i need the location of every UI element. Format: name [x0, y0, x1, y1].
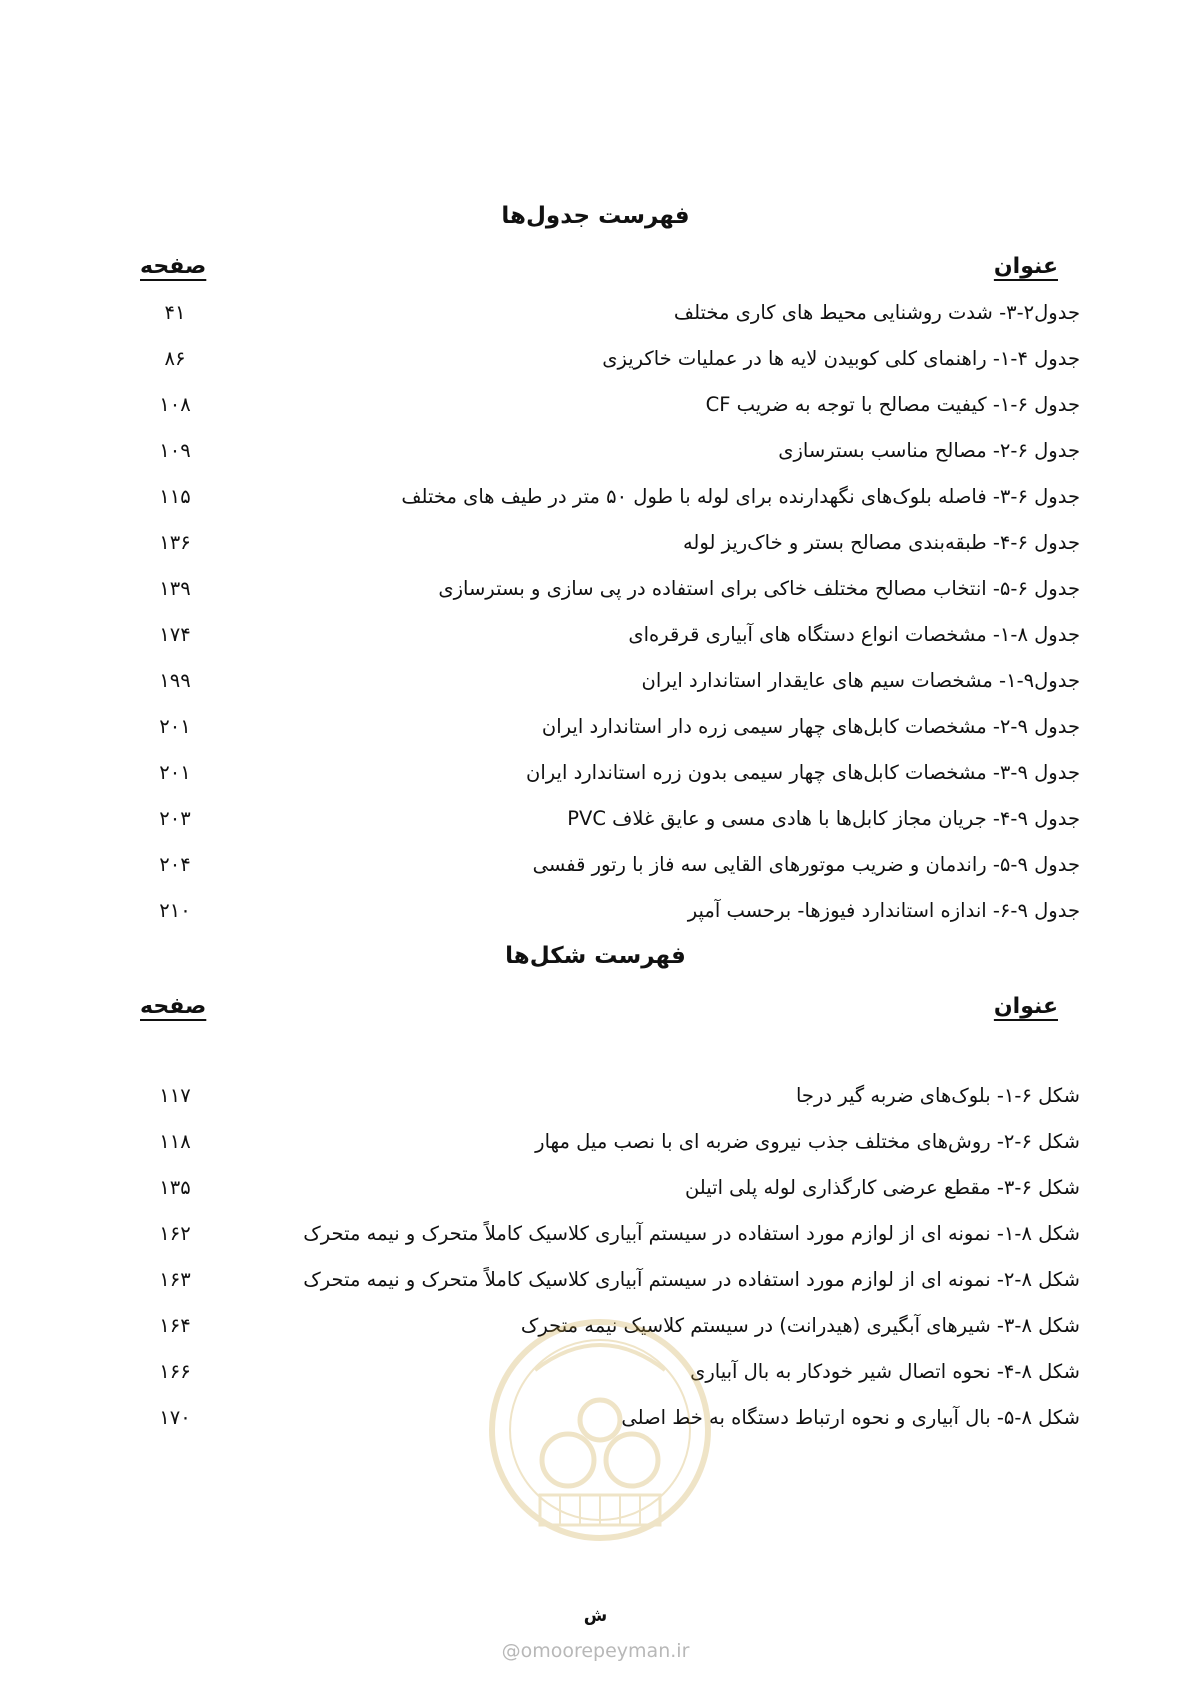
table-entry-title: جدول ۹-۲- مشخصات کابل‌های چهار سیمی زره دار استاندارد ایران	[541, 715, 1080, 738]
table-entry	[150, 428, 1080, 474]
table-entry-page: ۱۰۸	[159, 393, 191, 416]
table-entry	[150, 612, 1080, 658]
figures-column-page: صفحه	[140, 994, 207, 1019]
table-entry-page: ۱۰۹	[159, 439, 191, 462]
figure-entry-page: ۱۶۳	[159, 1268, 191, 1291]
table-entry-title: جدول ۸-۱- مشخصات انواع دستگاه های آبیاری قرقره‌ای	[628, 623, 1080, 646]
figures-section-title: فهرست شکل‌ها	[505, 943, 686, 969]
table-entry-page: ۱۳۹	[159, 577, 191, 600]
figure-entry-page: ۱۱۷	[159, 1084, 191, 1107]
figure-entry-title: شکل ۸-۴- نحوه اتصال شیر خودکار به بال آبیاری	[690, 1360, 1080, 1383]
table-entry-page: ۲۱۰	[159, 899, 191, 922]
table-entry-page: ۱۳۶	[159, 531, 191, 554]
figure-entry	[150, 1119, 1080, 1165]
seal-watermark-icon	[480, 1310, 720, 1620]
table-entry	[150, 704, 1080, 750]
figure-entry-page: ۱۶۶	[159, 1360, 191, 1383]
tables-section-title: فهرست جدول‌ها	[501, 203, 690, 229]
table-entry-page: ۲۰۳	[159, 807, 191, 830]
tables-list	[150, 290, 1080, 934]
table-entry	[150, 336, 1080, 382]
table-entry	[150, 888, 1080, 934]
table-entry-page: ۱۹۹	[159, 669, 191, 692]
figure-entry-title: شکل ۶-۲- روش‌های مختلف جذب نیروی ضربه ای با نصب میل مهار	[535, 1130, 1080, 1153]
table-entry	[150, 796, 1080, 842]
table-entry-page: ۴۱	[164, 301, 186, 324]
tables-column-page: صفحه	[140, 254, 207, 279]
figures-header-row	[140, 994, 1058, 1026]
figure-entry	[150, 1257, 1080, 1303]
tables-column-title: عنوان	[993, 254, 1058, 279]
table-entry-page: ۲۰۴	[159, 853, 191, 876]
figure-entry-title: شکل ۶-۱- بلوک‌های ضربه گیر درجا	[795, 1084, 1080, 1107]
table-entry-title: جدول۹-۱- مشخصات سیم های عایقدار استاندارد ایران	[641, 669, 1080, 692]
table-entry	[150, 842, 1080, 888]
figure-entry	[150, 1211, 1080, 1257]
figure-entry-title: شکل ۸-۱- نمونه ای از لوازم مورد استفاده در سیستم آبیاری کلاسیک کاملاً متحرک و نیمه متحرک	[303, 1222, 1080, 1245]
table-entry	[150, 382, 1080, 428]
figure-entry-title: شکل ۸-۳- شیرهای آبگیری (هیدرانت) در سیستم کلاسیک نیمه متحرک	[520, 1314, 1080, 1337]
figure-entry	[150, 1165, 1080, 1211]
table-entry	[150, 474, 1080, 520]
table-entry	[150, 290, 1080, 336]
table-entry-title: جدول ۹-۵- راندمان و ضریب موتورهای القایی سه فاز با رتور قفسی	[532, 853, 1080, 876]
table-entry	[150, 566, 1080, 612]
table-entry-page: ۱۷۴	[159, 623, 191, 646]
page-number: ش	[583, 1606, 608, 1626]
table-entry	[150, 750, 1080, 796]
table-entry-page: ۸۶	[164, 347, 186, 370]
figures-column-title: عنوان	[993, 994, 1058, 1019]
table-entry-title: جدول ۴-۱- راهنمای کلی کوبیدن لایه ها در عملیات خاکریزی	[602, 347, 1080, 370]
table-entry-page: ۲۰۱	[159, 715, 191, 738]
figure-entry-page: ۱۱۸	[159, 1130, 191, 1153]
figure-entry-title: شکل ۸-۲- نمونه ای از لوازم مورد استفاده در سیستم آبیاری کلاسیک کاملاً متحرک و نیمه متحرک	[303, 1268, 1080, 1291]
table-entry	[150, 658, 1080, 704]
figure-entry-title: شکل ۸-۵- بال آبیاری و نحوه ارتباط دستگاه به خط اصلی	[621, 1406, 1080, 1429]
figure-entry-page: ۱۶۴	[159, 1314, 191, 1337]
table-entry	[150, 520, 1080, 566]
table-entry-page: ۱۱۵	[159, 485, 191, 508]
table-entry-title: جدول ۶-۳- فاصله بلوک‌های نگهدارنده برای لوله با طول ۵۰ متر در طیف های مختلف	[401, 485, 1080, 508]
table-entry-title: جدول ۶-۲- مصالح مناسب بسترسازی	[778, 439, 1080, 462]
table-entry-title: جدول ۶-۵- انتخاب مصالح مختلف خاکی برای استفاده در پی سازی و بسترسازی	[438, 577, 1080, 600]
figure-entry-page: ۱۶۲	[159, 1222, 191, 1245]
figure-entry-page: ۱۷۰	[159, 1406, 191, 1429]
table-entry-title: جدول ۹-۴- جریان مجاز کابل‌ها با هادی مسی و عایق غلاف PVC	[567, 807, 1080, 830]
table-entry-title: جدول ۶-۴- طبقه‌بندی مصالح بستر و خاک‌ریز لوله	[682, 531, 1080, 554]
table-entry-page: ۲۰۱	[159, 761, 191, 784]
table-entry-title: جدول ۹-۶- اندازه استاندارد فیوزها- برحسب آمپر	[687, 899, 1080, 922]
watermark-text: @omoorepeyman.ir	[501, 1640, 690, 1662]
figure-entry-title: شکل ۶-۳- مقطع عرضی کارگذاری لوله پلی اتیلن	[684, 1176, 1080, 1199]
figure-entry-page: ۱۳۵	[159, 1176, 191, 1199]
table-entry-title: جدول۲-۳- شدت روشنایی محیط های کاری مختلف	[673, 301, 1080, 324]
figure-entry	[150, 1073, 1080, 1119]
table-entry-title: جدول ۹-۳- مشخصات کابل‌های چهار سیمی بدون زره استاندارد ایران	[526, 761, 1080, 784]
tables-header-row	[140, 254, 1058, 286]
table-entry-title: جدول ۶-۱- کیفیت مصالح با توجه به ضریب CF	[705, 393, 1080, 416]
